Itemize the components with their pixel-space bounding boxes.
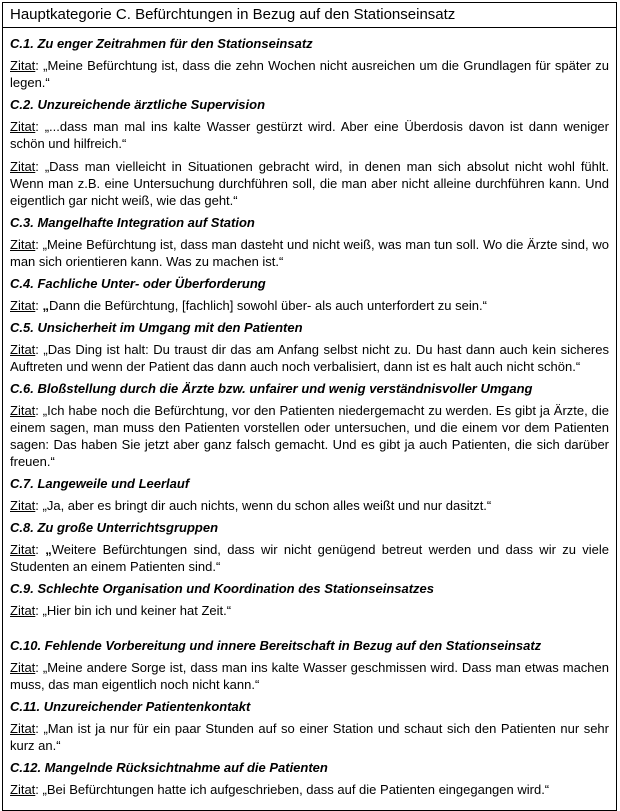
quote-label: Zitat [10, 721, 36, 736]
quote-label: Zitat [10, 542, 36, 557]
quote-label: Zitat [10, 58, 36, 73]
quote-paragraph: Zitat: „Ich habe noch die Befürchtung, vor den Patienten niedergemacht zu werden. Es gibt ja Ärzte, die einem sagen, man muss den Patienten vorstellen oder untersuchen, und die einem vor dem Patienten sagen: Das haben Sie jetzt aber ganz falsch gemacht. Und es gibt ja auch Patienten, die sich darüber freuen.“ [10, 403, 609, 469]
section-heading: C.1. Zu enger Zeitrahmen für den Stationseinsatz [10, 36, 313, 51]
bold-open-quote-mark: „ [45, 542, 52, 557]
quote-paragraph: Zitat: „Ja, aber es bringt dir auch nichts, wenn du schon alles weißt und nur dasitzt.“ [10, 498, 492, 513]
quote-label: Zitat [10, 119, 36, 134]
quote-label: Zitat [10, 403, 36, 418]
quote-paragraph: Zitat: „Meine andere Sorge ist, dass man ins kalte Wasser geschmissen wird. Dass man etwas machen muss, das man eigentlich noch nicht kann.“ [10, 660, 609, 692]
section-heading: C.3. Mangelhafte Integration auf Station [10, 215, 255, 230]
quote-paragraph: Zitat: „Das Ding ist halt: Du traust dir das am Anfang selbst nicht zu. Du hast dann auch kein sicheres Auftreten und wenn der Patient das dann auch noch verbalisiert, dann ist es halt auch nicht schön.“ [10, 342, 609, 374]
quote-label: Zitat [10, 660, 36, 675]
section-heading: C.2. Unzureichende ärztliche Supervision [10, 97, 266, 112]
quote-paragraph: Zitat: „Meine Befürchtung ist, dass man dasteht und nicht weiß, was man tun soll. Wo die Ärzte sind, wo man sich orientieren kann. Was zu machen ist.“ [10, 237, 609, 269]
section-heading: C.6. Bloßstellung durch die Ärzte bzw. unfairer und wenig verständnisvoller Umgang [10, 381, 533, 396]
quote-label: Zitat [10, 159, 36, 174]
section-heading: C.11. Unzureichender Patientenkontakt [10, 699, 251, 714]
quote-paragraph: Zitat: „Man ist ja nur für ein paar Stunden auf so einer Station und schaut sich den Patienten nur sehr kurz an.“ [10, 721, 609, 753]
quote-paragraph: Zitat: „Bei Befürchtungen hatte ich aufgeschrieben, dass auf die Patienten eingegangen wird.“ [10, 782, 550, 797]
document-table [2, 2, 617, 811]
section-heading: C.5. Unsicherheit im Umgang mit den Patienten [10, 320, 303, 335]
quote-label: Zitat [10, 782, 36, 797]
section-heading: C.12. Mangelnde Rücksichtnahme auf die Patienten [10, 760, 328, 775]
quote-paragraph: Zitat: „...dass man mal ins kalte Wasser gestürzt wird. Aber eine Überdosis davon ist dann weniger schön und hilfreich.“ [10, 119, 609, 151]
document-body [3, 28, 616, 810]
section-heading: C.4. Fachliche Unter- oder Überforderung [10, 276, 266, 291]
quote-paragraph: Zitat: „Meine Befürchtung ist, dass die zehn Wochen nicht ausreichen um die Grundlagen für später zu legen.“ [10, 58, 609, 90]
quote-paragraph: Zitat: „Dann die Befürchtung, [fachlich] sowohl über- als auch unterfordert zu sein.“ [10, 298, 487, 313]
quote-label: Zitat [10, 237, 36, 252]
section-heading: C.9. Schlechte Organisation und Koordination des Stationseinsatzes [10, 581, 435, 596]
quote-paragraph: Zitat: „Weitere Befürchtungen sind, dass wir nicht genügend betreut werden und dass wir zu viele Studenten an einem Patienten sind.“ [10, 542, 609, 574]
quote-paragraph: Zitat: „Dass man vielleicht in Situationen gebracht wird, in denen man sich absolut nicht wohl fühlt. Wenn man z.B. eine Untersuchung durchführen soll, die man aber nicht alleine durchführen kann. Und eigentlich gar nicht weiß, wie das geht.“ [10, 159, 609, 208]
quote-label: Zitat [10, 298, 36, 313]
quote-label: Zitat [10, 498, 36, 513]
section-heading: C.7. Langeweile und Leerlauf [10, 476, 190, 491]
quote-label: Zitat [10, 603, 36, 618]
quote-label: Zitat [10, 342, 36, 357]
quote-paragraph: Zitat: „Hier bin ich und keiner hat Zeit.“ [10, 603, 232, 618]
section-heading: C.10. Fehlende Vorbereitung und innere Bereitschaft in Bezug auf den Stationseinsatz [10, 638, 542, 653]
bold-open-quote-mark: „ [42, 298, 50, 313]
document-title: Hauptkategorie C. Befürchtungen in Bezug auf den Stationseinsatz [3, 3, 616, 28]
section-heading: C.8. Zu große Unterrichtsgruppen [10, 520, 219, 535]
